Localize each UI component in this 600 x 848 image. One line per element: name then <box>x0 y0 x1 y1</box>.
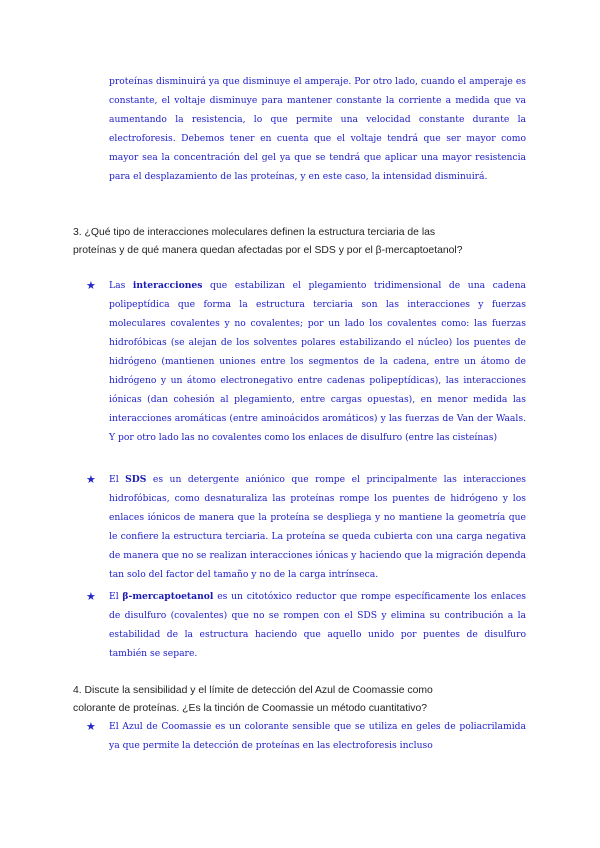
intro-paragraph: proteínas disminuirá ya que disminuye el amperaje. Por otro lado, cuando el amperaje es constante, el voltaje disminuye para mantener constante la corriente a medida que va aumentando la resistencia, lo que permite una velocidad constante durante la electroforesis. Debemos tener en cuenta que el voltaje tendrá que ser mayor como mayor sea la concentración del gel ya que se tendrá que aplicar una mayor resistencia para el desplazamiento de las proteínas, y en este caso, la intensidad disminuirá. <box>109 76 526 182</box>
term-sds: SDS <box>125 474 147 485</box>
star-icon: ★ <box>86 473 96 486</box>
term-interacciones: interacciones <box>132 280 203 291</box>
question-3: 3. ¿Qué tipo de interacciones moleculares definen la estructura terciaria de las proteínas y de qué manera quedan afectadas por el SDS y por el β-mercaptoetanol? <box>73 227 463 256</box>
star-icon: ★ <box>86 590 96 603</box>
q3-answer-mercaptoetanol: El β-mercaptoetanol es un citotóxico reductor que rompe específicamente los enlaces de disulfuro (covalentes) que no se rompen con el SDS y elimina su contribución a la estabilidad de la estructura haciendo que aquello unido por puentes de disulfuro también se separe. <box>109 591 526 659</box>
q3-answer-interactions: Las interacciones que estabilizan el plegamiento tridimensional de una cadena polipeptídica que forma la estructura terciaria son las interacciones y fuerzas moleculares covalentes y no covalentes; por un lado los covalentes como: las fuerzas hidrofóbicas (se alejan de los solventes polares estabilizando el núcleo) los puentes de hidrógeno (mantienen uniones entre los segmentos de la cadena, entre un átomo de hidrógeno y un átomo electronegativo entre cadenas polipeptídicas), las interacciones iónicas (dan cohesión al plegamiento, entre cargas opuestas), en menor medida las interacciones aromáticas (entre aminoácidos aromáticos) y las fuerzas de Van der Waals. Y por otro lado las no covalentes como los enlaces de disulfuro (entre las cisteínas) <box>109 280 526 443</box>
term-mercaptoetanol: β-mercaptoetanol <box>122 591 214 602</box>
star-icon: ★ <box>86 720 96 733</box>
star-icon: ★ <box>86 279 96 292</box>
q4-answer-coomassie: El Azul de Coomassie es un colorante sensible que se utiliza en geles de poliacrilamida ya que permite la detección de proteínas en las electroforesis incluso <box>109 721 526 751</box>
q3-answer-sds: El SDS es un detergente aniónico que rompe el principalmente las interacciones hidrofóbicas, como desnaturaliza las proteínas rompe los puentes de hidrógeno y los enlaces iónicos de manera que la proteína se despliega y no mantiene la geometría que le confiere la estructura terciaria. La proteína se queda cubierta con una carga negativa de manera que no se realizan interacciones iónicas y haciendo que la migración dependa tan solo del factor del tamaño y no de la carga intrínseca. <box>109 474 526 580</box>
question-4: 4. Discute la sensibilidad y el límite de detección del Azul de Coomassie como colorante de proteínas. ¿Es la tinción de Coomassie un método cuantitativo? <box>73 685 433 714</box>
